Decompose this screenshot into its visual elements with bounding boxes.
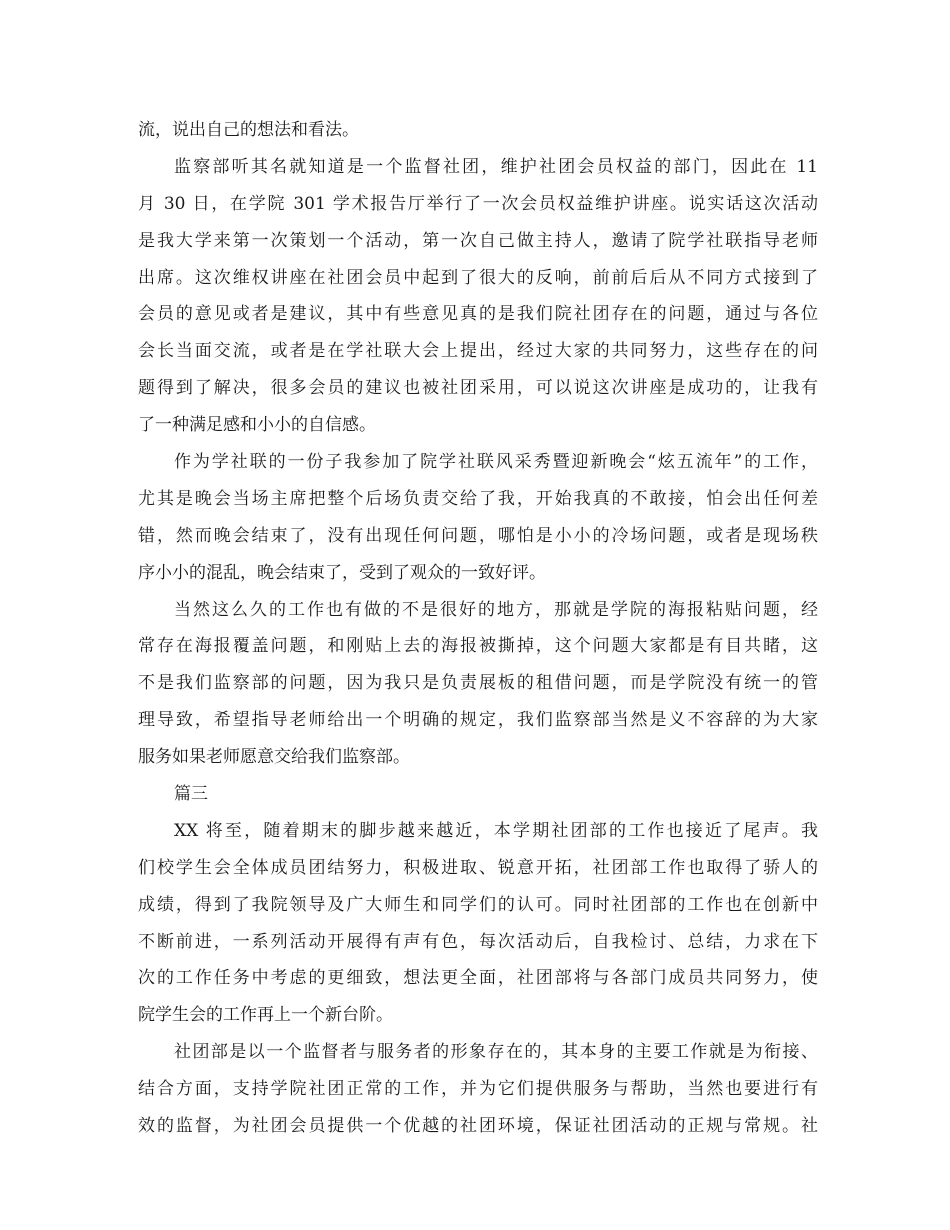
text-line: 篇三 — [174, 784, 208, 805]
text-line: 社团部是以一个监督者与服务者的形象存在的，其本身的主要工作就是为衔接、 — [174, 1042, 818, 1063]
text-line: 次的工作任务中考虑的更细致，想法更全面，社团部将与各部门成员共同努力，使 — [138, 968, 818, 989]
text-line: 当然这么久的工作也有做的不是很好的地方，那就是学院的海报粘贴问题，经 — [174, 599, 818, 620]
text-line: 尤其是晚会当场主席把整个后场负责交给了我，开始我真的不敢接，怕会出任何差 — [138, 488, 818, 509]
text-line: 服务如果老师愿意交给我们监察部。 — [138, 747, 410, 768]
text-line: 监察部听其名就知道是一个监督社团，维护社团会员权益的部门，因此在 11 — [174, 156, 818, 177]
text-line: 是我大学来第一次策划一个活动，第一次自己做主持人，邀请了院学社联指导老师 — [138, 230, 818, 251]
text-line: 结合方面，支持学院社团正常的工作，并为它们提供服务与帮助，当然也要进行有 — [138, 1079, 818, 1100]
text-line: 会长当面交流，或者是在学社联大会上提出，经过大家的共同努力，这些存在的问 — [138, 341, 818, 362]
text-line: 不断前进，一系列活动开展得有声有色，每次活动后，自我检讨、总结，力求在下 — [138, 931, 818, 952]
text-line: 理导致，希望指导老师给出一个明确的规定，我们监察部当然是义不容辞的为大家 — [138, 710, 818, 731]
text-line: 流，说出自己的想法和看法。 — [138, 120, 359, 140]
text-line: 题得到了解决，很多会员的建议也被社团采用，可以说这次讲座是成功的，让我有 — [138, 378, 818, 399]
text-line: 们校学生会全体成员团结努力，积极进取、锐意开拓，社团部工作也取得了骄人的 — [138, 857, 818, 878]
text-line: 了一种满足感和小小的自信感。 — [138, 415, 376, 436]
text-line: 错，然而晚会结束了，没有出现任何问题，哪怕是小小的冷场问题，或者是现场秩 — [138, 525, 818, 546]
text-line: 不是我们监察部的问题，因为我只是负责展板的租借问题，而是学院没有统一的管 — [138, 673, 818, 694]
text-line: 会员的意见或者是建议，其中有些意见真的是我们院社团存在的问题，通过与各位 — [138, 304, 818, 325]
text-line: 序小小的混乱，晚会结束了，受到了观众的一致好评。 — [138, 562, 546, 583]
text-line: 成绩，得到了我院领导及广大师生和同学们的认可。同时社团部的工作也在创新中 — [138, 894, 818, 915]
text-line: XX 将至，随着期末的脚步越来越近，本学期社团部的工作也接近了尾声。我 — [174, 820, 818, 841]
text-line: 效的监督，为社团会员提供一个优越的社团环境，保证社团活动的正规与常规。社 — [138, 1116, 818, 1137]
text-line: 月 30 日，在学院 301 学术报告厅举行了一次会员权益维护讲座。说实话这次活动 — [138, 193, 818, 214]
text-line: 出席。这次维权讲座在社团会员中起到了很大的反响，前前后后从不同方式接到了 — [138, 267, 818, 288]
text-line: 院学生会的工作再上一个新台阶。 — [138, 1005, 393, 1026]
text-line: 作为学社联的一份子我参加了院学社联风采秀暨迎新晚会“炫五流年”的工作， — [174, 452, 818, 473]
text-line: 常存在海报覆盖问题，和刚贴上去的海报被撕掉，这个问题大家都是有目共睹，这 — [138, 636, 818, 657]
document-body — [138, 112, 818, 1145]
